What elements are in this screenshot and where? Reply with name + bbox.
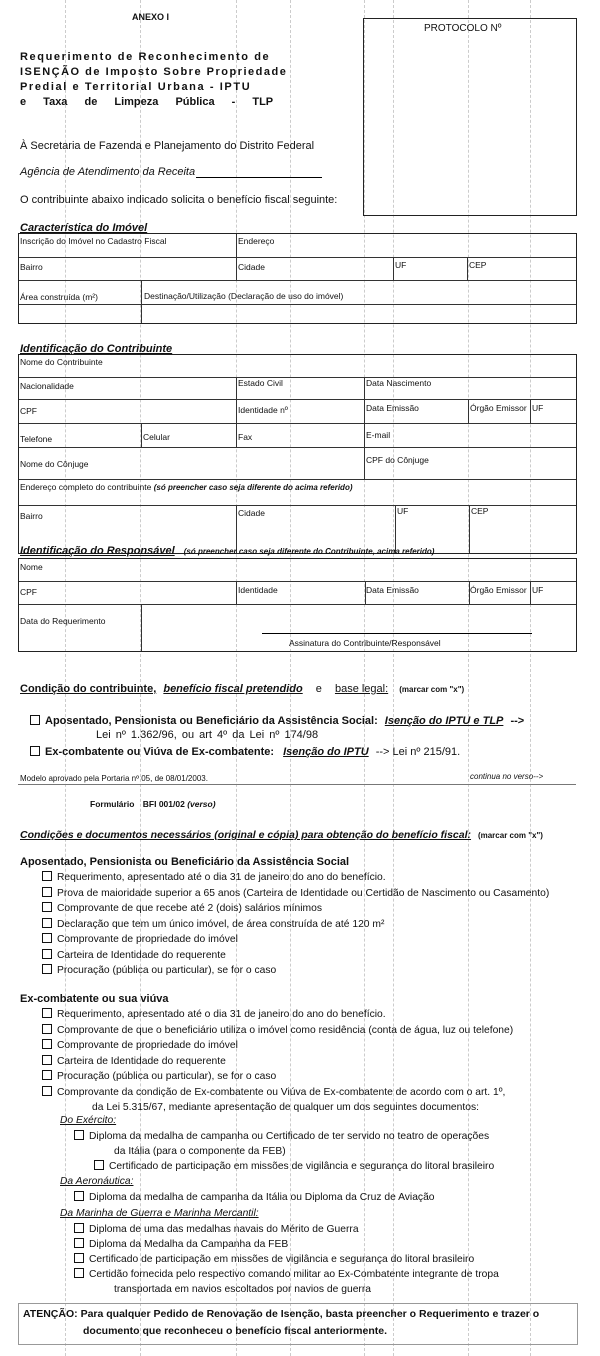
doc-item-continuation: transportada em navios escoltados por navios de guerra	[114, 1284, 371, 1295]
responsible-section-title: Identificação do Responsável	[20, 545, 175, 557]
taxpayer-name-field[interactable]: Nome do Contribuinte	[20, 357, 103, 367]
group2-title: Ex-combatente ou sua viúva	[20, 993, 169, 1005]
checkbox-icon[interactable]	[94, 1160, 104, 1170]
condition-header	[20, 683, 464, 695]
doc-item-label: Declaração que tem um único imóvel, de área construída de até 120 m²	[57, 918, 385, 930]
checkbox-icon[interactable]	[74, 1253, 84, 1263]
doc-item-label: Certidão fornecida pelo respectivo comando militar ao Ex-Combatente integrante de tropa	[89, 1269, 499, 1280]
option2-label: Ex-combatente ou Viúva de Ex-combatente:	[45, 746, 275, 758]
doc-item-label: Diploma de uma das medalhas navais do Mérito de Guerra	[89, 1224, 359, 1235]
option2-law: --> Lei nº 215/91.	[375, 746, 461, 758]
identidade-field[interactable]: Identidade nº	[238, 405, 288, 415]
checkbox-icon[interactable]	[42, 887, 52, 897]
signature-line[interactable]	[262, 633, 532, 634]
taxpayer-address-label-text: Endereço completo do contribuinte	[20, 482, 152, 492]
checkbox-icon[interactable]	[42, 902, 52, 912]
email-field[interactable]: E-mail	[366, 430, 391, 440]
doc-item[interactable]	[42, 1085, 513, 1101]
checkbox-icon[interactable]	[42, 964, 52, 974]
form-code	[90, 799, 216, 809]
doc-item-label: Comprovante da condição de Ex-combatente ou Viúva de Ex-combatente de acordo com o art. 1º,	[57, 1086, 506, 1098]
option1-label: Aposentado, Pensionista ou Beneficiário da Assistência Social:	[45, 715, 378, 727]
form-title-line-3: Predial e Territorial Urbana - IPTU	[20, 81, 252, 93]
option1-law: Lei nº 1.362/96, ou art 4º da Lei nº 174/98	[96, 729, 319, 741]
checkbox-icon[interactable]	[42, 933, 52, 943]
doc-item[interactable]	[42, 917, 549, 933]
doc-item[interactable]	[42, 870, 549, 886]
doc-item-label: Comprovante de propriedade do imóvel	[57, 1040, 238, 1051]
condition-title-a: Condição do contribuinte,	[20, 683, 157, 695]
responsible-data-emissao-field[interactable]: Data Emissão	[366, 585, 419, 595]
attention-text-2: documento que reconheceu o benefício fiscal anteriormente.	[83, 1325, 387, 1337]
agency-label: Agência de Atendimento da Receita	[20, 166, 196, 178]
responsible-section-header	[20, 545, 434, 557]
attention-text-1: Para qualquer Pedido de Renovação de Isenção, basta preencher o Requerimento e trazer o	[80, 1308, 540, 1320]
attention-box	[18, 1303, 578, 1345]
protocol-label: PROTOCOLO Nº	[424, 23, 502, 34]
checkbox-icon[interactable]	[42, 1086, 52, 1096]
doc-item-label: Requerimento, apresentado até o dia 31 de janeiro do ano do benefício.	[57, 1009, 386, 1020]
taxpayer-table	[18, 354, 577, 554]
doc-item-label: Comprovante de propriedade do imóvel	[57, 934, 238, 945]
doc-item-label: Certificado de participação em missões de vigilância e segurança do litoral brasileiro	[109, 1161, 495, 1172]
group1-list	[42, 870, 549, 979]
form-title-line-1: Requerimento de Reconhecimento de	[20, 51, 271, 63]
taxpayer-uf2-field[interactable]: UF	[397, 506, 409, 516]
cep-field[interactable]: CEP	[469, 260, 487, 270]
condition-title-c: e	[315, 683, 322, 695]
doc-item-label: Carteira de Identidade do requerente	[57, 949, 226, 961]
option1-benefit: Isenção do IPTU e TLP	[384, 715, 504, 727]
bairro-field[interactable]: Bairro	[20, 262, 43, 272]
option1-arrow: -->	[510, 715, 525, 727]
data-emissao-field[interactable]: Data Emissão	[366, 403, 419, 413]
checkbox-icon[interactable]	[74, 1191, 84, 1201]
group2-list	[42, 1007, 513, 1116]
doc-item-label: Diploma da medalha de campanha da Itália ou Diploma da Cruz de Aviação	[89, 1192, 435, 1203]
option-ex-combatente[interactable]	[30, 746, 460, 758]
endereco-field[interactable]: Endereço	[238, 236, 275, 246]
cidade-field[interactable]: Cidade	[238, 262, 265, 272]
doc-item-label: Comprovante de que o beneficiário utiliza o imóvel como residência (conta de água, luz ou telefone)	[57, 1024, 514, 1036]
form-code-value: BFI 001/02	[142, 799, 185, 809]
doc-item-label: Carteira de Identidade do requerente	[57, 1055, 226, 1067]
checkbox-icon[interactable]	[42, 949, 52, 959]
doc-item[interactable]	[42, 901, 549, 917]
exercito-title: Do Exército:	[60, 1115, 117, 1126]
celular-field[interactable]: Celular	[143, 432, 170, 442]
checkbox-icon[interactable]	[30, 746, 40, 756]
marinha-title: Da Marinha de Guerra e Marinha Mercantil:	[60, 1208, 259, 1219]
checkbox-icon[interactable]	[42, 1055, 52, 1065]
doc-item-label: Procuração (pública ou particular), se for o caso	[57, 1071, 277, 1082]
checkbox-icon[interactable]	[42, 1008, 52, 1018]
doc-item[interactable]	[42, 1023, 513, 1039]
doc-item[interactable]	[94, 1159, 494, 1174]
doc-item[interactable]	[42, 948, 549, 964]
uf-field[interactable]: UF	[395, 260, 407, 270]
taxpayer-address-note: (só preencher caso seja diferente do acima referido)	[153, 483, 353, 492]
doc-item-label: Comprovante de que recebe até 2 (dois) salários mínimos	[57, 903, 322, 914]
checkbox-icon[interactable]	[74, 1130, 84, 1140]
signature-label: Assinatura do Contribuinte/Responsável	[289, 638, 441, 648]
doc-item-label: Certificado de participação em missões de vigilância e segurança do litoral brasileiro	[89, 1254, 475, 1265]
fax-field[interactable]: Fax	[238, 432, 253, 442]
option-aposentado[interactable]	[30, 715, 524, 727]
nacionalidade-field[interactable]: Nacionalidade	[20, 381, 74, 391]
doc-item[interactable]	[74, 1267, 499, 1282]
responsible-name-field[interactable]: Nome	[20, 562, 43, 572]
continue-text: continua no verso-->	[470, 772, 544, 781]
form-code-side: (verso)	[187, 799, 216, 809]
responsible-orgao-emissor-field[interactable]: Órgão Emissor	[470, 585, 527, 595]
taxpayer-cidade-field[interactable]: Cidade	[238, 508, 265, 518]
doc-item[interactable]	[74, 1222, 499, 1237]
doc-item[interactable]	[42, 963, 549, 979]
taxpayer-cpf-field[interactable]: CPF	[20, 406, 37, 416]
checkbox-icon[interactable]	[74, 1223, 84, 1233]
doc-item[interactable]	[74, 1237, 499, 1252]
cpf-conjuge-field[interactable]: CPF do Cônjuge	[366, 455, 429, 465]
taxpayer-section-title: Identificação do Contribuinte	[20, 343, 173, 355]
estado-civil-field[interactable]: Estado Civil	[238, 378, 283, 388]
condition-mark-note: (marcar com "x")	[399, 685, 465, 694]
doc-item[interactable]	[74, 1252, 499, 1267]
form-code-label: Formulário	[90, 799, 135, 809]
aeronautica-list	[74, 1190, 435, 1205]
property-table	[18, 233, 577, 324]
agency-input-line[interactable]	[196, 177, 322, 178]
protocol-box[interactable]	[363, 18, 577, 216]
checkbox-icon[interactable]	[74, 1238, 84, 1248]
area-field[interactable]: Área construída (m²)	[20, 292, 98, 302]
attention-line-1	[23, 1308, 539, 1320]
secretariat-text: À Secretaria de Fazenda e Planejamento do Distrito Federal	[20, 140, 315, 152]
model-approval-text: Modelo aprovado pela Portaria nº 05, de 08/01/2003.	[20, 774, 208, 783]
doc-item-label: Procuração (pública ou particular), se for o caso	[57, 965, 277, 976]
doc-item[interactable]	[74, 1190, 435, 1205]
doc-item[interactable]	[42, 932, 549, 948]
doc-item[interactable]	[42, 886, 549, 902]
form-title-line-4: e Taxa de Limpeza Pública - TLP	[20, 96, 274, 108]
taxpayer-cep-field[interactable]: CEP	[471, 506, 489, 516]
checkbox-icon[interactable]	[30, 715, 40, 725]
marinha-list	[74, 1222, 499, 1297]
documents-title: Condições e documentos necessários (original e cópia) para obtenção do benefício fiscal:	[20, 829, 472, 841]
condition-title-b: benefício fiscal pretendido	[163, 683, 303, 695]
doc-item[interactable]	[42, 1038, 513, 1054]
checkbox-icon[interactable]	[42, 871, 52, 881]
doc-item-continuation: da Itália (para o componente da FEB)	[114, 1146, 286, 1157]
checkbox-icon[interactable]	[42, 1024, 52, 1034]
documents-header	[20, 829, 543, 841]
annex-label: ANEXO I	[132, 12, 170, 22]
taxpayer-bairro-field[interactable]: Bairro	[20, 511, 43, 521]
attention-label: ATENÇÃO:	[23, 1308, 78, 1320]
checkbox-icon[interactable]	[42, 1039, 52, 1049]
data-requerimento-field[interactable]: Data do Requerimento	[20, 616, 106, 626]
option2-benefit: Isenção do IPTU	[283, 746, 369, 758]
inscricao-field[interactable]: Inscrição do Imóvel no Cadastro Fiscal	[20, 236, 167, 246]
doc-item-continuation: da Lei 5.315/67, mediante apresentação de qualquer um dos seguintes documentos:	[92, 1102, 479, 1113]
checkbox-icon[interactable]	[42, 918, 52, 928]
responsible-uf-field[interactable]: UF	[532, 585, 544, 595]
responsible-section-note: (só preencher caso seja diferente do Contribuinte, acima referido)	[183, 547, 435, 556]
conjuge-field[interactable]: Nome do Cônjuge	[20, 459, 89, 469]
form-title	[20, 50, 295, 110]
condition-title-d: base legal:	[334, 683, 389, 695]
doc-item[interactable]	[42, 1007, 513, 1023]
doc-item-label: Requerimento, apresentado até o dia 31 de janeiro do ano do benefício.	[57, 872, 386, 883]
doc-item[interactable]	[42, 1054, 513, 1070]
checkbox-icon[interactable]	[74, 1268, 84, 1278]
telefone-field[interactable]: Telefone	[20, 434, 53, 444]
responsible-cpf-field[interactable]: CPF	[20, 587, 37, 597]
doc-item[interactable]	[74, 1129, 494, 1144]
taxpayer-uf-field[interactable]: UF	[532, 403, 544, 413]
footer-divider	[18, 784, 576, 785]
doc-item-label: Diploma da medalha de campanha ou Certificado de ter servido no teatro de operações	[89, 1131, 490, 1142]
checkbox-icon[interactable]	[42, 1070, 52, 1080]
aeronautica-title: Da Aeronáutica:	[60, 1176, 134, 1187]
group1-title: Aposentado, Pensionista ou Beneficiário da Assistência Social	[20, 856, 350, 868]
request-intro-text: O contribuinte abaixo indicado solicita o benefício fiscal seguinte:	[20, 194, 338, 206]
data-nascimento-field[interactable]: Data Nascimento	[366, 378, 432, 388]
form-title-line-2: ISENÇÃO de Imposto Sobre Propriedade	[20, 66, 288, 78]
property-section-title: Característica do Imóvel	[20, 222, 148, 234]
orgao-emissor-field[interactable]: Órgão Emissor	[470, 403, 527, 413]
exercito-list	[74, 1129, 494, 1174]
destinacao-field[interactable]: Destinação/Utilização (Declaração de uso do imóvel)	[144, 291, 344, 301]
taxpayer-address-label[interactable]	[20, 482, 353, 492]
doc-item[interactable]	[42, 1069, 513, 1085]
doc-item-label: Diploma da Medalha da Campanha da FEB	[89, 1239, 289, 1250]
documents-mark-note: (marcar com "x")	[477, 831, 543, 840]
doc-item-label: Prova de maioridade superior a 65 anos (Carteira de Identidade ou Certidão de Nascimento ou Casamento)	[57, 887, 550, 899]
responsible-identidade-field[interactable]: Identidade	[238, 585, 278, 595]
